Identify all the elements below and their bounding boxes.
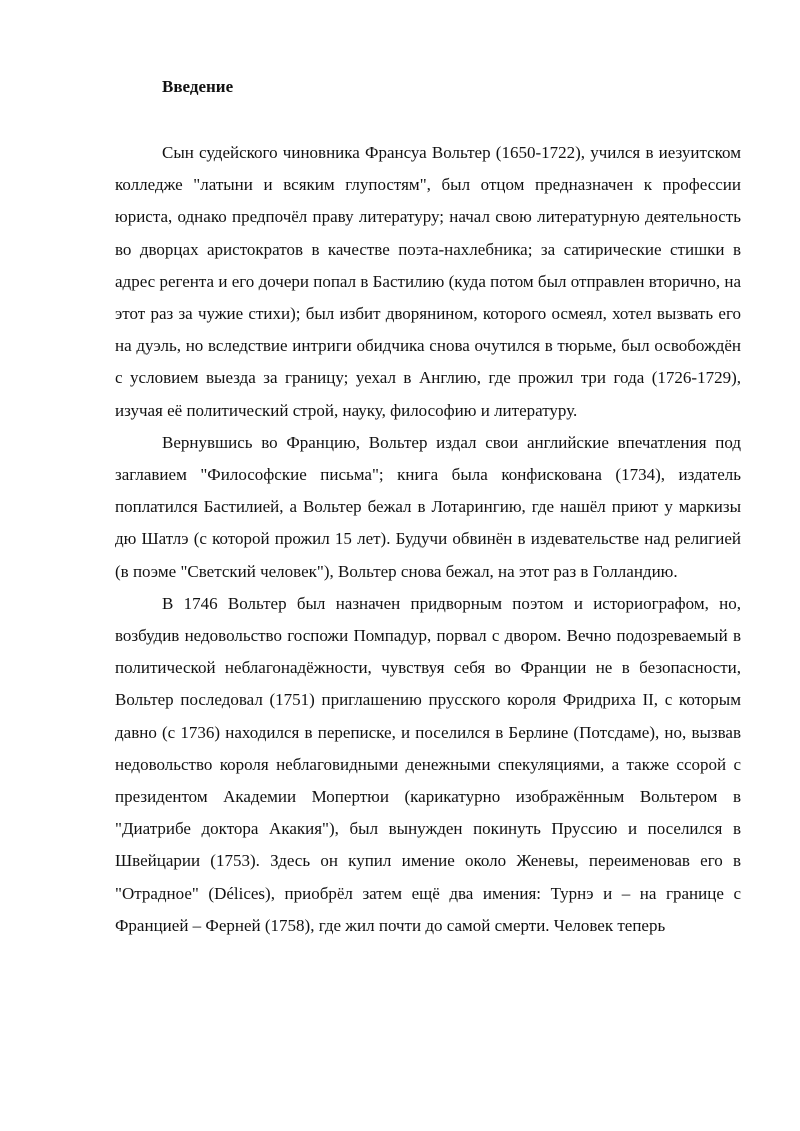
document-body (115, 137, 741, 942)
section-heading: Введение (162, 77, 234, 96)
paragraph-3: В 1746 Вольтер был назначен придворным поэтом и историографом, но, возбудив недовольство госпожи Помпадур, порвал с двором. Вечно подозреваемый в политической неблагонадёжности, чувствуя себя во Франции не в безопасности, Вольтер последовал (1751) приглашению прусского короля Фридриха II, с которым давно (с 1736) находился в переписке, и поселился в Берлине (Потсдаме), но, вызвав недовольство короля неблаговидными денежными спекуляциями, а также ссорой с президентом Академии Мопертюи (карикатурно изображённым Вольтером в "Диатрибе доктора Акакия"), был вынужден покинуть Пруссию и поселился в Швейцарии (1753). Здесь он купил имение около Женевы, переименовав его в "Отрадное" (Délices), приобрёл затем ещё два имения: Турнэ и – на границе с Францией – Ферней (1758), где жил почти до самой смерти. Человек теперь (115, 593, 741, 935)
paragraph-2: Вернувшись во Францию, Вольтер издал свои английские впечатления под заглавием "Философские письма"; книга была конфискована (1734), издатель поплатился Бастилией, а Вольтер бежал в Лотарингию, где нашёл приют у маркизы дю Шатлэ (с которой прожил 15 лет). Будучи обвинён в издевательстве над религией (в поэме "Светский человек"), Вольтер снова бежал, на этот раз в Голландию. (115, 432, 741, 581)
paragraph-1: Сын судейского чиновника Франсуа Вольтер (1650-1722), учился в иезуитском колледже "латыни и всяким глупостям", был отцом предназначен к профессии юриста, однако предпочёл праву литературу; начал свою литературную деятельность во дворцах аристократов в качестве поэта-нахлебника; за сатирические стишки в адрес регента и его дочери попал в Бастилию (куда потом был отправлен вторично, на этот раз за чужие стихи); был избит дворянином, которого осмеял, хотел вызвать его на дуэль, но вследствие интриги обидчика снова очутился в тюрьме, был освобождён с условием выезда за границу; уехал в Англию, где прожил три года (1726-1729), изучая её политический строй, науку, философию и литературу. (115, 143, 741, 420)
